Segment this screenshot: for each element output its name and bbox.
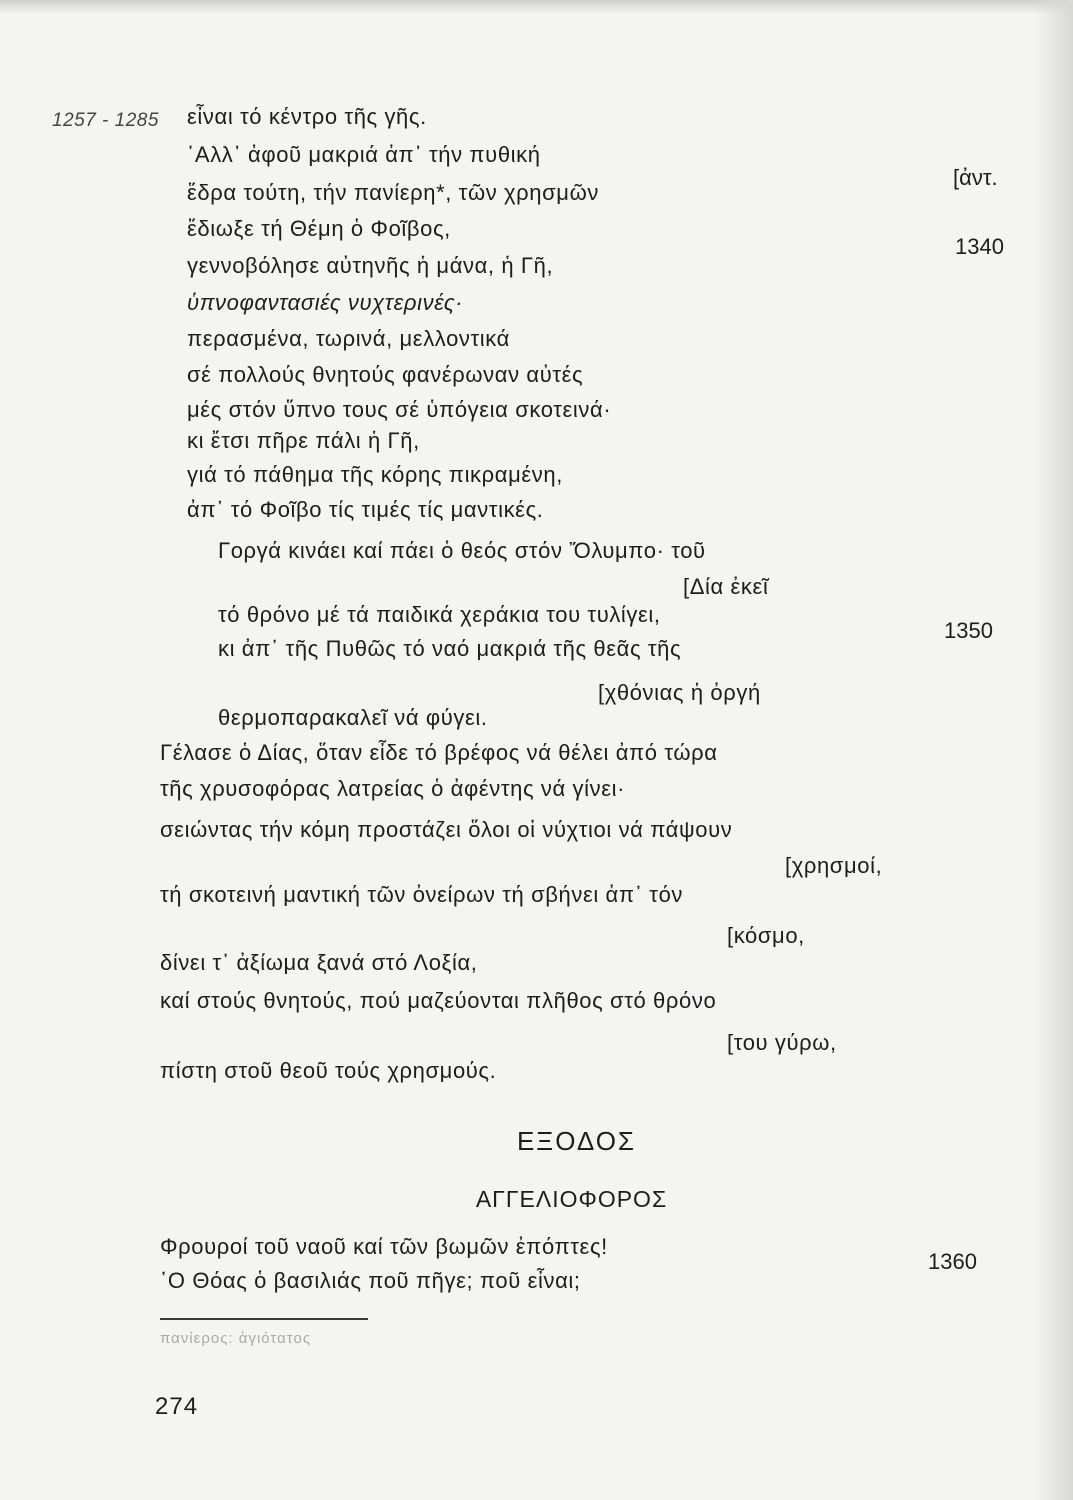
- poem-line: δίνει τ᾽ ἀξίωμα ξανά στό Λοξία,: [160, 950, 478, 975]
- poem-line: κι ἀπ᾽ τῆς Πυθῶς τό ναό μακριά τῆς θεᾶς τῆς: [218, 636, 682, 661]
- poem-line: ὑπνοφαντασιές νυχτερινές·: [187, 290, 464, 315]
- footnote-rule: [160, 1318, 368, 1320]
- line-number: 1340: [955, 234, 1004, 259]
- exodos-line: ῾Ο Θόας ὁ βασιλιάς ποῦ πῆγε; ποῦ εἶναι;: [160, 1268, 581, 1293]
- margin-line-range: 1257 - 1285: [52, 110, 159, 131]
- line-number: 1360: [928, 1249, 977, 1274]
- poem-line: μές στόν ὕπνο τους σέ ὑπόγεια σκοτεινά·: [187, 397, 612, 422]
- poem-line: κι ἔτσι πῆρε πάλι ἡ Γῆ,: [187, 428, 420, 453]
- poem-line: Γοργά κινάει καί πάει ὁ θεός στόν Ὄλυμπο· τοῦ: [218, 538, 706, 563]
- poem-line-continuation: [Δία ἐκεῖ: [683, 574, 769, 599]
- poem-line-continuation: [κόσμο,: [727, 923, 805, 948]
- page-right-shadow: [1033, 0, 1073, 1500]
- poem-line: ῾Αλλ᾽ ἀφοῦ μακριά ἀπ᾽ τήν πυθική: [187, 142, 541, 167]
- poem-line-continuation: [του γύρω,: [727, 1030, 837, 1055]
- line-number: 1350: [944, 618, 993, 643]
- poem-line-continuation: [χρησμοί,: [785, 853, 883, 878]
- poem-line: πίστη στοῦ θεοῦ τούς χρησμούς.: [160, 1058, 497, 1083]
- poem-line: εἶναι τό κέντρο τῆς γῆς.: [187, 104, 427, 129]
- poem-line: γιά τό πάθημα τῆς κόρης πικραμένη,: [187, 462, 563, 487]
- exodos-line: Φρουροί τοῦ ναοῦ καί τῶν βωμῶν ἐπόπτες!: [160, 1234, 608, 1259]
- poem-line: γεννοβόλησε αὐτηνῆς ἡ μάνα, ἡ Γῆ,: [187, 253, 554, 278]
- page-number: 274: [155, 1393, 199, 1420]
- poem-line: καί στούς θνητούς, πού μαζεύονται πλῆθος στό θρόνο: [160, 988, 717, 1013]
- page-top-shadow: [0, 0, 1073, 14]
- poem-line: τῆς χρυσοφόρας λατρείας ὁ ἀφέντης νά γίνει·: [160, 776, 626, 801]
- poem-line: θερμοπαρακαλεῖ νά φύγει.: [218, 705, 488, 730]
- poem-line: τό θρόνο μέ τά παιδικά χεράκια του τυλίγει,: [218, 602, 661, 627]
- speaker-name: ΑΓΓΕΛΙΟΦΟΡΟΣ: [475, 1186, 668, 1212]
- poem-line-continuation: [χθόνιας ἡ ὀργή: [598, 680, 761, 705]
- poem-line: τή σκοτεινή μαντική τῶν ὀνείρων τή σβήνει ἀπ᾽ τόν: [160, 882, 684, 907]
- poem-line: Γέλασε ὁ Δίας, ὅταν εἶδε τό βρέφος νά θέλει ἀπό τώρα: [160, 740, 718, 765]
- footnote: πανίερος: ἁγιότατος: [160, 1330, 312, 1347]
- section-title: ΕΞΟΔΟΣ: [516, 1126, 637, 1156]
- poem-line: σειώντας τήν κόμη προστάζει ὅλοι οἱ νύχτιοι νά πάψουν: [160, 817, 733, 842]
- antistrophe-mark: [ἀντ.: [953, 165, 998, 190]
- poem-line: ἀπ᾽ τό Φοῖβο τίς τιμές τίς μαντικές.: [187, 497, 544, 522]
- poem-line: ἕδρα τούτη, τήν πανίερη*, τῶν χρησμῶν: [187, 180, 599, 205]
- poem-line: περασμένα, τωρινά, μελλοντικά: [187, 326, 510, 351]
- poem-line: ἔδιωξε τή Θέμη ὁ Φοῖβος,: [187, 216, 451, 241]
- poem-line: σέ πολλούς θνητούς φανέρωναν αὐτές: [187, 362, 584, 387]
